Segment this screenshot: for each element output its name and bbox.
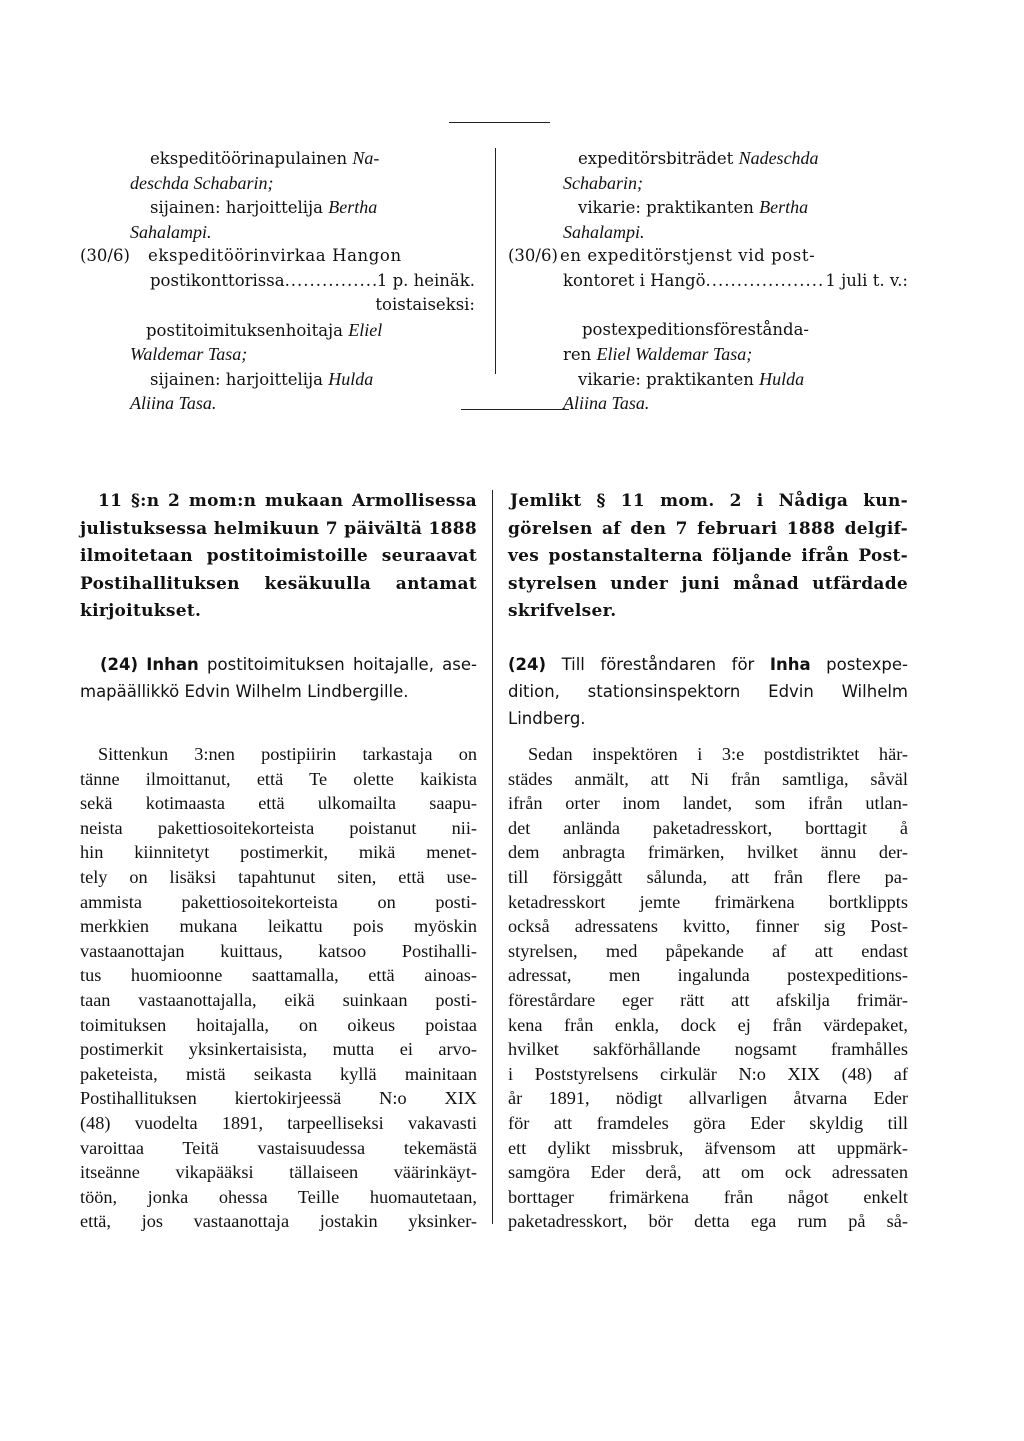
tl-l9-italic: Waldemar Tasa; <box>130 344 248 364</box>
tl-l11-italic: Aliina Tasa. <box>130 393 217 413</box>
sv-body-line: till försiggått sålunda, att från flere pa- <box>508 866 908 887</box>
sv-heading-line: Jemlikt § 11 mom. 2 i Nådiga kun- <box>510 491 908 511</box>
tr-leader <box>706 269 826 294</box>
fi-body-line: neista pakettiosoitekorteista poistanut nii- <box>80 817 477 838</box>
fi-heading-line: Postihallituksen kesäkuulla antamat <box>80 573 477 594</box>
tr-l2-italic: Schabarin; <box>563 172 643 193</box>
fi-heading-line: kirjoitukset. <box>80 601 202 621</box>
tl-l6a: postikonttorissa <box>150 270 285 290</box>
sv-body-line: adressat, men ingalunda postexpeditions- <box>508 965 908 986</box>
tl-l2-italic: deschda Schabarin; <box>130 172 274 193</box>
tr-l1: expeditörsbiträdet <box>578 149 739 168</box>
fi-body-line: töön, jonka ohessa Teille huomautetaan, <box>80 1186 477 1207</box>
sv-body-line: Sedan inspektören i 3:e postdistriktet här- <box>528 744 908 764</box>
tl-l6b: 1 p. heinäk. <box>376 270 475 290</box>
tl-l1-italic: Na- <box>352 148 380 168</box>
tl-l10-italic: Hulda <box>328 368 374 389</box>
tr-l6b: 1 juli t. v.: <box>825 270 908 290</box>
tr-l8: postexpeditionsförestånda- <box>582 319 809 339</box>
top-right-entry <box>508 146 908 416</box>
fi-body-line: paketeista, mistä seikasta kyllä mainitaan <box>80 1063 477 1084</box>
sv-item-place: Inha <box>769 655 811 674</box>
body-column-divider <box>492 490 493 1224</box>
tl-l3-italic: Bertha <box>328 197 378 217</box>
sv-body-line: det anlända paketadresskort, borttagit å <box>508 817 908 838</box>
tr-l9-italic: Eliel Waldemar Tasa; <box>596 344 753 364</box>
tr-l5: en expeditörstjenst vid post- <box>560 246 816 265</box>
sv-body-line: styrelsen, med påpekande af att endast <box>508 940 908 961</box>
finnish-heading <box>80 488 477 626</box>
fi-body-line: tely on lisäksi tapahtunut siten, että use- <box>80 866 477 887</box>
tr-l3: vikarie: praktikanten <box>578 198 760 217</box>
sv-heading-line: görelsen af den 7 februari 1888 delgif- <box>508 518 908 539</box>
sv-body-line: år 1891, nödigt allvarligen åtvarna Eder <box>508 1088 908 1109</box>
sv-item-l2: dition, stationsinspektorn Edvin Wilhelm <box>508 682 908 701</box>
top-rule <box>449 122 550 123</box>
sv-body-line: städes anmält, att Ni från samtliga, såväl <box>508 768 908 789</box>
sv-body-line: också adressatens kvitto, finner sig Post- <box>508 916 908 937</box>
sv-body-line: dem anbragta frimärken, hvilket ännu der- <box>508 842 908 863</box>
fi-body-line: taan vastaanottajalla, eikä suinkaan posti- <box>80 989 477 1010</box>
sv-item-l3: Lindberg. <box>508 709 586 728</box>
tl-l4-italic: Sahalampi. <box>130 221 212 242</box>
fi-body-line: hin kiinnitetyt postimerkit, mikä menet- <box>80 842 477 863</box>
sv-heading-line: ves postanstalterna följande ifrån Post- <box>508 546 908 566</box>
tr-date-mark: (30/6) <box>508 246 558 265</box>
sv-item-l1: postexpe- <box>810 655 908 674</box>
fi-heading-line: julistuksessa helmikuun 7 päivältä 1888 <box>80 518 477 539</box>
sv-body-line: samgöra Eder derå, att om ock adressaten <box>508 1162 908 1183</box>
fi-body-line: vastaanottajan kuittaus, katsoo Postihalli- <box>80 940 477 961</box>
fi-body-line: ammista pakettiosoitekorteista on posti- <box>80 891 477 912</box>
tr-l1-italic: Nadeschda <box>738 148 819 168</box>
swedish-body <box>508 742 908 1234</box>
tr-l3-italic: Bertha <box>759 197 809 217</box>
tl-l8: postitoimituksenhoitaja <box>146 320 349 340</box>
sv-body-line: paketadresskort, bör detta ega rum på så- <box>508 1211 908 1232</box>
swedish-heading <box>508 488 908 626</box>
fi-body-line: varoittaa Teitä vastaisuudessa tekemästä <box>80 1137 477 1158</box>
fi-body-line: (48) vuodelta 1891, tarpeelliseksi vakavasti <box>80 1112 477 1133</box>
fi-item-l2: mapäällikkö Edvin Wilhelm Lindbergille. <box>80 682 409 701</box>
tl-l3: sijainen: harjoittelija <box>150 198 329 217</box>
fi-body-line: sekä kotimaasta että ulkomailta saapu- <box>80 793 477 814</box>
sv-body-line: ketadresskort jemte frimärkena bortklippts <box>508 891 908 912</box>
tr-l9: ren <box>563 345 597 364</box>
fi-body-line: toimituksen hoitajalla, on oikeus poistaa <box>80 1014 477 1035</box>
tl-l7: toistaiseksi: <box>375 295 475 314</box>
sv-heading-line: styrelsen under juni månad utfärdade <box>508 573 908 594</box>
tl-l8-italic: Eliel <box>348 319 383 340</box>
fi-body-line: tänne ilmoittanut, että Te olette kaikista <box>80 768 477 789</box>
fi-heading-line: ilmoitetaan postitoimistoille seuraavat <box>80 546 477 566</box>
tr-l11-italic: Aliina Tasa. <box>563 393 650 413</box>
finnish-item-24 <box>80 651 477 705</box>
top-column-divider <box>495 148 496 374</box>
sv-item-number: (24) <box>508 655 547 674</box>
tl-l1: ekspeditöörinapulainen <box>150 149 353 168</box>
tr-l4-italic: Sahalampi. <box>563 221 645 242</box>
sv-body-line: hvilket sakförhållande nogsamt framhålles <box>508 1039 908 1060</box>
tl-date-mark: (30/6) <box>80 246 130 265</box>
fi-body-line: että, jos vastaanottaja jostakin yksinker- <box>80 1211 477 1232</box>
fi-heading-line: 11 §:n 2 mom:n mukaan Armollisessa <box>98 491 477 511</box>
fi-body-line: merkkien mukana leikattu pois myöskin <box>80 916 477 937</box>
swedish-item-24 <box>508 651 908 732</box>
tl-l10: sijainen: harjoittelija <box>150 369 329 389</box>
finnish-body <box>80 742 477 1234</box>
sv-body-line: i Poststyrelsens cirkulär N:o XIX (48) af <box>508 1063 908 1084</box>
sv-body-line: för att framdeles göra Eder skyldig till <box>508 1112 908 1133</box>
tl-leader <box>285 269 377 294</box>
fi-body-line: itseänne vikapääksi tällaiseen väärinkäyt- <box>80 1162 477 1183</box>
fi-item-place: Inhan <box>146 655 199 674</box>
fi-body-line: tus huomioonne saattamalla, että ainoas- <box>80 965 477 986</box>
fi-body-line: postimerkit yksinkertaisista, mutta ei arvo- <box>80 1039 477 1060</box>
sv-item-pre: Till föreståndaren för <box>546 655 770 674</box>
sv-body-line: förestårdare eger rätt att afskilja frimär- <box>508 989 908 1010</box>
sv-body-line: ifrån orter inom landet, som ifrån utlan- <box>508 793 908 814</box>
fi-body-line: Postihallituksen kiertokirjeessä N:o XIX <box>80 1088 477 1109</box>
sv-heading-line: skrifvelser. <box>508 601 617 621</box>
sv-body-line: kena från enkla, dock ej från värdepaket, <box>508 1014 908 1035</box>
tl-l5: ekspeditöörinvirkaa Hangon <box>148 246 402 265</box>
fi-body-line: Sittenkun 3:nen postipiirin tarkastaja on <box>98 744 477 764</box>
tr-l10: vikarie: praktikanten <box>578 369 760 389</box>
top-left-entry <box>80 146 475 416</box>
tr-l6a: kontoret i Hangö <box>563 270 706 290</box>
tr-l10-italic: Hulda <box>759 368 805 389</box>
sv-body-line: ett dylikt missbruk, äfvensom att uppmärk- <box>508 1137 908 1158</box>
fi-item-l1: postitoimituksen hoitajalle, ase- <box>198 655 477 674</box>
sv-body-line: borttager frimärkena från något enkelt <box>508 1186 908 1207</box>
fi-item-number: (24) <box>100 655 139 674</box>
